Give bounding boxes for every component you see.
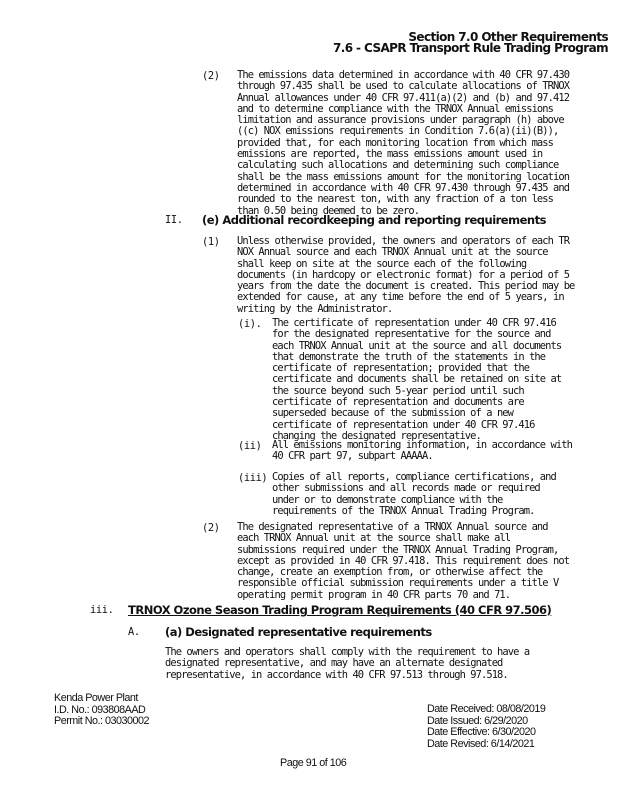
text-line: The emissions data determined in accordance with 40 CFR 97.430: [237, 69, 570, 81]
text-line: The certificate of representation under 40 CFR 97.416: [272, 317, 556, 329]
subsection-heading: (a) Designated representative requirements: [165, 625, 432, 639]
text-line: other submissions and all records made or required: [272, 482, 540, 495]
text-line: determined in accordance with 40 CFR 97.430 through 97.435 and: [237, 181, 570, 194]
date-received: Date Received: 08/08/2019: [427, 703, 546, 715]
paragraph-emissions-data: [237, 70, 569, 217]
section-number: II.: [165, 214, 183, 226]
id-number: I.D. No.: 093808AAD: [54, 703, 146, 716]
text-line: 40 CFR part 97, subpart AAAAA.: [272, 450, 433, 463]
footer-dates: [427, 704, 545, 750]
text-line: representative, in accordance with 40 CFR 97.513 through 97.518.: [165, 668, 508, 681]
footer-plant-info: [54, 693, 149, 728]
text-line: The owners and operators shall comply with the requirement to have a: [165, 646, 530, 658]
paragraph-number: (2): [202, 522, 220, 534]
text-line: certificate of representation and documents are: [272, 396, 524, 409]
text-line: the source beyond such 5-year period until such: [272, 384, 524, 397]
text-line: superseded because of the submission of a new: [272, 407, 514, 420]
paragraph-submissions: [237, 522, 569, 601]
section-heading: TRNOX Ozone Season Trading Program Requirements (40 CFR 97.506): [128, 603, 552, 617]
text-line: years from the date the document is created. This period may be: [237, 280, 575, 293]
text-line: writing by the Administrator.: [237, 302, 393, 315]
text-line: The designated representative of a TRNOX Annual source and: [237, 521, 548, 533]
subparagraph-certificate: [272, 318, 561, 442]
text-line: each TRNOX Annual unit at the source shall make all: [237, 532, 511, 545]
permit-number: Permit No.: 03030002: [54, 715, 150, 727]
subparagraph-number: (i).: [238, 318, 262, 330]
text-line: rounded to the nearest ton, with any fraction of a ton less: [237, 193, 553, 206]
text-line: calculating such allocations and determining such compliance: [237, 159, 559, 172]
text-line: changing the designated representative.: [272, 429, 481, 442]
section-heading: (e) Additional recordkeeping and reporting requirements: [202, 213, 546, 227]
subparagraph-monitoring: [272, 440, 572, 463]
paragraph-number: (2): [202, 70, 220, 82]
text-line: NOX Annual source and each TRNOX Annual unit at the source: [237, 246, 548, 259]
text-line: extended for cause, at any time before the end of 5 years, in: [237, 291, 564, 304]
subparagraph-copies: [272, 472, 556, 517]
subsection-number: A.: [128, 626, 140, 638]
text-line: that demonstrate the truth of the statements in the: [272, 350, 546, 363]
text-line: for the designated representative for the source and: [272, 328, 551, 341]
text-line: except as provided in 40 CFR 97.418. This requirement does not: [237, 554, 570, 567]
date-issued: Date Issued: 6/29/2020: [427, 714, 528, 727]
plant-name: Kenda Power Plant: [54, 692, 138, 704]
paragraph-designated-representative: [165, 647, 529, 681]
text-line: submissions required under the TRNOX Annual Trading Program,: [237, 543, 559, 556]
text-line: and to determine compliance with the TRNOX Annual emissions: [237, 102, 553, 115]
text-line: than 0.50 being deemed to be zero.: [237, 204, 420, 217]
section-header-line1: Section 7.0 Other Requirements: [408, 30, 608, 44]
text-line: Copies of all reports, compliance certifications, and: [272, 471, 556, 483]
text-line: limitation and assurance provisions under paragraph (h) above: [237, 114, 564, 127]
text-line: documents (in hardcopy or electronic format) for a period of 5: [237, 268, 570, 281]
text-line: Annual allowances under 40 CFR 97.411(a)(2) and (b) and 97.412: [237, 91, 570, 104]
page-number: Page 91 of 106: [280, 757, 347, 769]
text-line: operating permit program in 40 CFR parts 70 and 71.: [237, 588, 511, 601]
text-line: designated representative, and may have an alternate designated: [165, 657, 503, 670]
subparagraph-number: (iii): [238, 472, 268, 484]
text-line: ((c) NOX emissions requirements in Condition 7.6(a)(ii)(B)),: [237, 125, 559, 138]
text-line: requirements of the TRNOX Annual Trading Program.: [272, 504, 535, 517]
paragraph-recordkeeping: [237, 236, 574, 315]
text-line: shall keep on site at the source each of the following: [237, 257, 527, 270]
section-number: iii.: [90, 604, 114, 616]
text-line: provided that, for each monitoring location from which mass: [237, 136, 553, 149]
date-effective: Date Effective: 6/30/2020: [427, 726, 536, 738]
text-line: certificate and documents shall be retained on site at: [272, 373, 562, 386]
text-line: each TRNOX Annual unit at the source and all documents: [272, 339, 562, 352]
text-line: under or to demonstrate compliance with the: [272, 493, 503, 506]
paragraph-number: (1): [202, 236, 220, 248]
text-line: responsible official submission requirements under a title V: [237, 577, 559, 590]
text-line: Unless otherwise provided, the owners and operators of each TR: [237, 235, 570, 247]
text-line: through 97.435 shall be used to calculate allocations of TRNOX: [237, 80, 570, 93]
subparagraph-number: (ii): [238, 440, 262, 452]
text-line: certificate of representation; provided that the: [272, 362, 530, 375]
text-line: All emissions monitoring information, in accordance with: [272, 439, 572, 451]
date-revised: Date Revised: 6/14/2021: [427, 737, 535, 750]
text-line: certificate of representation under 40 CFR 97.416: [272, 418, 535, 431]
text-line: emissions are reported, the mass emissions amount used in: [237, 148, 543, 161]
section-header-line2: 7.6 - CSAPR Transport Rule Trading Program: [333, 41, 608, 55]
text-line: change, create an exemption from, or otherwise affect the: [237, 566, 543, 579]
text-line: shall be the mass emissions amount for the monitoring location: [237, 170, 570, 183]
